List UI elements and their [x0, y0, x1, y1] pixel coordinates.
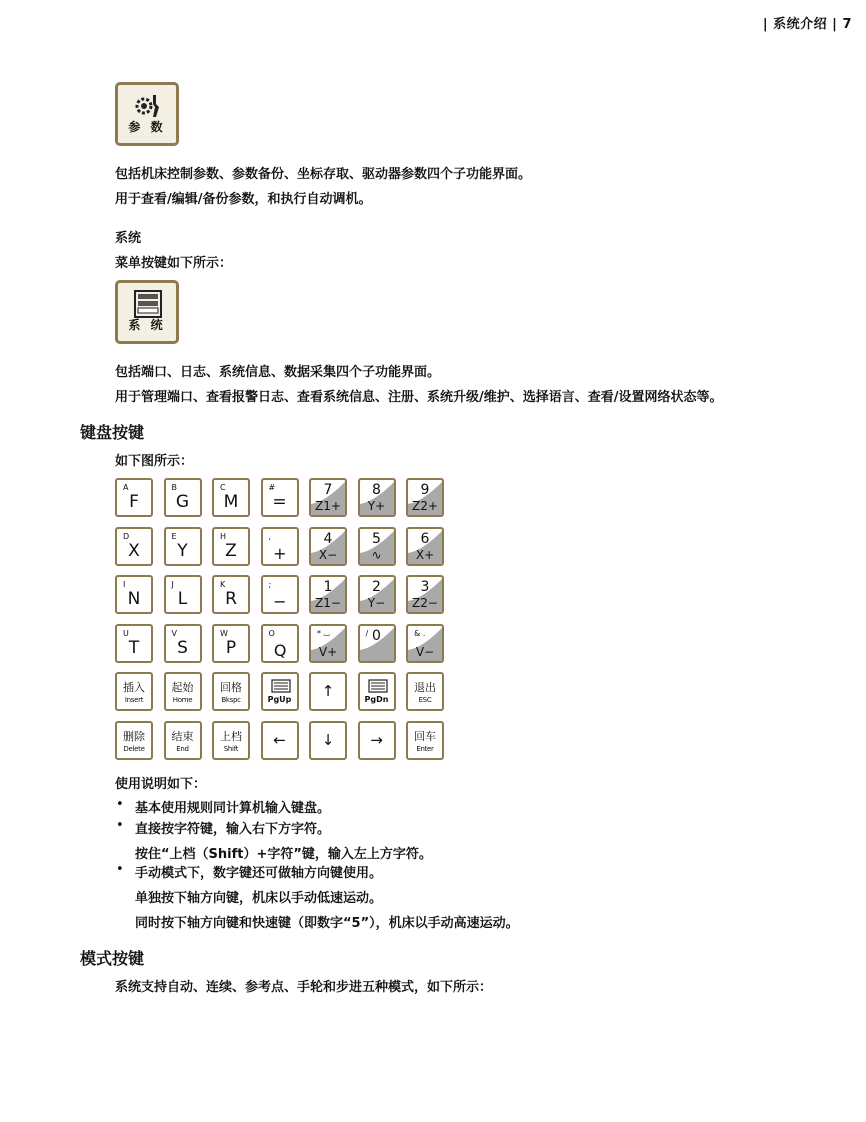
key-number: 9: [420, 482, 430, 498]
key-char: −: [273, 592, 287, 611]
key-r5-2[interactable]: [212, 672, 250, 711]
key-r2-0[interactable]: [115, 527, 153, 566]
key-char: P: [225, 637, 237, 658]
key-r5-6[interactable]: [406, 672, 444, 711]
key-number: 3: [420, 579, 430, 595]
key-axis: X−: [318, 547, 338, 562]
key-r1-2[interactable]: [212, 478, 250, 517]
key-r4-2[interactable]: [212, 624, 250, 663]
key-number: 4: [323, 530, 333, 547]
key-axis: Z2−: [412, 596, 438, 610]
arrow-key-icon: ↓: [321, 730, 335, 749]
key-r2-2[interactable]: [212, 527, 250, 566]
mode-intro: 系统支持自动、连续、参考点、手轮和步进五种模式，如下所示：: [115, 980, 493, 995]
key-r4-6[interactable]: [406, 624, 444, 663]
bullet-2: •: [116, 818, 124, 833]
system-title: 系统: [115, 231, 142, 246]
key-shift-char: #: [268, 483, 276, 492]
key-axis: V−: [415, 644, 435, 659]
key-shift-char: H: [220, 531, 227, 541]
key-r3-6[interactable]: [406, 575, 444, 614]
arrow-key-icon: ↑: [321, 682, 335, 700]
keyboard-intro: 如下图所示：: [115, 454, 194, 469]
key-shift-char: ;: [268, 580, 272, 589]
bullet-3: •: [116, 862, 124, 877]
key-number: 2: [372, 579, 381, 595]
key-axis: V+: [318, 644, 338, 659]
param-menu-button[interactable]: [115, 82, 179, 146]
system-icon-label: 系 统: [128, 318, 166, 332]
key-axis: Z1−: [315, 596, 341, 610]
bullet-1: •: [116, 797, 124, 812]
key-shift-char: U: [123, 628, 129, 638]
key-r6-3[interactable]: [261, 721, 299, 760]
key-r4-1[interactable]: [164, 624, 202, 663]
key-cn-label: 回格: [220, 681, 242, 694]
key-number: 1: [323, 579, 333, 595]
key-page-label: PgUp: [267, 695, 292, 704]
key-en-label: Shift: [223, 744, 239, 753]
system-desc-2: 用于管理端口、查看报警日志、查看系统信息、注册、系统升级/维护、选择语言、查看/设置网络状态等。: [115, 390, 723, 405]
key-r3-5[interactable]: [358, 575, 396, 614]
key-axis: Y−: [367, 596, 386, 610]
param-icon-label: 参 数: [128, 120, 166, 134]
key-r3-1[interactable]: [164, 575, 202, 614]
key-r3-3[interactable]: [261, 575, 299, 614]
key-r4-5[interactable]: [358, 624, 396, 663]
key-r5-3[interactable]: [261, 672, 299, 711]
key-shift-char: ,: [268, 531, 272, 541]
key-r5-1[interactable]: [164, 672, 202, 711]
key-char: Z: [225, 540, 237, 561]
usage-3-sub-1: 单独按下轴方向键，机床以手动低速运动。: [135, 891, 383, 906]
system-desc-1: 包括端口、日志、系统信息、数据采集四个子功能界面。: [115, 365, 441, 380]
key-cn-label: 插入: [123, 681, 145, 694]
key-r2-5[interactable]: [358, 527, 396, 566]
page-header: | 系统介绍 | 7: [762, 17, 852, 32]
key-shift-char: J: [171, 580, 174, 589]
server-icon: [133, 289, 163, 319]
key-r6-4[interactable]: [309, 721, 347, 760]
key-char: T: [128, 637, 140, 658]
key-shift-char: V: [171, 628, 177, 638]
key-axis: ∿: [371, 547, 382, 562]
key-r6-1[interactable]: [164, 721, 202, 760]
gear-wrench-icon: [132, 91, 162, 121]
key-en-label: Insert: [124, 696, 144, 704]
key-char: +: [273, 543, 287, 563]
key-number: 7: [323, 482, 333, 498]
page-icon: [368, 679, 388, 693]
key-en-label: Bkspc: [221, 696, 241, 704]
key-r2-4[interactable]: [309, 527, 347, 566]
key-r1-1[interactable]: [164, 478, 202, 517]
key-r2-1[interactable]: [164, 527, 202, 566]
key-shift-char: W: [220, 628, 228, 638]
key-r1-5[interactable]: [358, 478, 396, 517]
key-number: 8: [372, 482, 381, 498]
key-cn-label: 结束: [171, 729, 194, 743]
key-r5-5[interactable]: [358, 672, 396, 711]
key-shift-char: A: [123, 483, 129, 492]
key-en-label: ESC: [418, 696, 432, 704]
key-r3-0[interactable]: [115, 575, 153, 614]
key-char: X: [128, 540, 140, 561]
key-en-label: Delete: [123, 744, 145, 753]
key-en-label: Home: [172, 696, 193, 704]
system-menu-intro: 菜单按键如下所示：: [115, 256, 233, 271]
key-cn-label: 退出: [414, 681, 436, 694]
usage-1: 基本使用规则同计算机输入键盘。: [135, 801, 331, 816]
key-r3-4[interactable]: [309, 575, 347, 614]
key-r4-4[interactable]: [309, 624, 347, 663]
key-axis: X+: [415, 547, 435, 562]
key-char: Q: [273, 640, 287, 660]
arrow-key-icon: →: [370, 730, 383, 749]
key-shift-char: K: [220, 580, 226, 589]
key-shift-char: & .: [414, 628, 426, 638]
key-shift-char: * ⌴: [317, 628, 330, 638]
keyboard-heading: 键盘按键: [80, 423, 145, 442]
key-r1-0[interactable]: [115, 478, 153, 517]
key-char: M: [223, 492, 239, 512]
usage-2: 直接按字符键，输入右下方字符。: [135, 822, 331, 837]
key-axis: Z2+: [412, 499, 438, 513]
key-shift-char: /: [365, 628, 369, 638]
key-r5-0[interactable]: [115, 672, 153, 711]
key-r2-6[interactable]: [406, 527, 444, 566]
key-r6-5[interactable]: [358, 721, 396, 760]
key-r1-6[interactable]: [406, 478, 444, 517]
key-char: L: [177, 589, 188, 609]
key-axis: Z1+: [315, 499, 341, 513]
key-shift-char: B: [171, 483, 177, 492]
key-char: N: [127, 589, 141, 609]
usage-3-sub-2: 同时按下轴方向键和快速键（即数字“5”），机床以手动高速运动。: [135, 916, 519, 931]
key-r2-3[interactable]: [261, 527, 299, 566]
usage-intro: 使用说明如下：: [115, 777, 207, 792]
arrow-key-icon: ←: [273, 730, 286, 749]
key-char: F: [129, 492, 139, 512]
key-shift-char: E: [171, 531, 177, 541]
key-r1-3[interactable]: [261, 478, 299, 517]
key-char: =: [272, 492, 287, 512]
key-r1-4[interactable]: [309, 478, 347, 517]
key-axis: Y+: [367, 499, 386, 513]
key-shift-char: D: [123, 531, 130, 541]
system-menu-button[interactable]: [115, 280, 179, 344]
key-char: G: [175, 492, 190, 512]
key-char: Y: [177, 540, 188, 561]
param-desc-2: 用于查看/编辑/备份参数，和执行自动调机。: [115, 192, 372, 207]
param-desc-1: 包括机床控制参数、参数备份、坐标存取、驱动器参数四个子功能界面。: [115, 167, 532, 182]
key-shift-char: C: [220, 483, 226, 492]
key-page-label: PgDn: [364, 695, 389, 704]
key-en-label: End: [176, 744, 189, 753]
key-number: 0: [372, 627, 381, 644]
key-r6-6[interactable]: [406, 721, 444, 760]
usage-2-sub: 按住“上档（Shift）+字符”键，输入左上方字符。: [135, 847, 432, 862]
key-r6-0[interactable]: [115, 721, 153, 760]
key-cn-label: 删除: [123, 729, 145, 743]
key-r5-4[interactable]: [309, 672, 347, 711]
mode-heading: 模式按键: [80, 949, 145, 968]
key-r4-3[interactable]: [261, 624, 299, 663]
key-cn-label: 起始: [171, 681, 194, 694]
key-number: 6: [420, 530, 430, 547]
key-en-label: Enter: [416, 744, 434, 753]
key-r6-2[interactable]: [212, 721, 250, 760]
key-char: R: [225, 589, 237, 609]
key-cn-label: 回车: [414, 729, 436, 743]
key-char: S: [177, 637, 188, 658]
key-cn-label: 上档: [220, 729, 242, 743]
key-shift-char: O: [268, 628, 275, 638]
key-r3-2[interactable]: [212, 575, 250, 614]
key-shift-char: I: [123, 580, 126, 589]
key-number: 5: [372, 530, 381, 547]
usage-3: 手动模式下，数字键还可做轴方向键使用。: [135, 866, 383, 881]
page-icon: [271, 679, 291, 693]
key-r4-0[interactable]: [115, 624, 153, 663]
